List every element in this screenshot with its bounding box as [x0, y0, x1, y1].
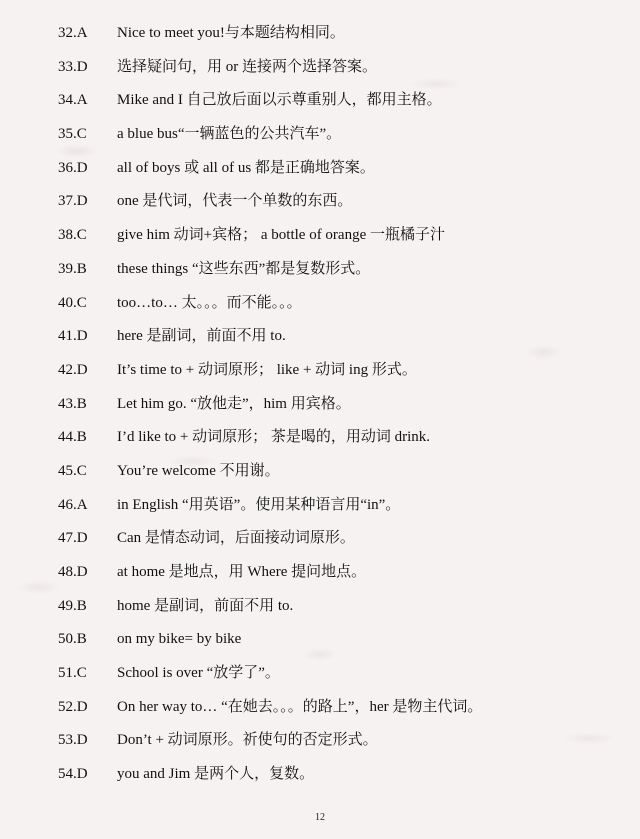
page-number: 12: [315, 812, 325, 823]
answer-number: 34.A: [58, 92, 88, 109]
answer-row: [0, 691, 640, 725]
answer-number: 32.A: [58, 25, 88, 41]
answer-number: 48.D: [58, 564, 88, 580]
answer-row: [0, 354, 640, 388]
answer-number: 44.B: [58, 429, 87, 446]
answer-number: 39.B: [58, 260, 87, 277]
answer-row: [0, 17, 640, 51]
answer-explanation: a blue bus“一辆蓝色的公共汽车”。: [117, 126, 342, 143]
answer-number: 52.D: [58, 698, 88, 715]
answer-row: [0, 724, 640, 758]
answer-explanation: too…to… 太。。。而不能。。。: [117, 294, 302, 311]
answer-explanation: in English “用英语”。使用某种语言用“in”。: [117, 496, 401, 513]
answer-explanation: on my bike= by bike: [117, 631, 242, 648]
answer-explanation: you and Jim 是两个人，复数。: [117, 766, 315, 783]
answer-number: 50.B: [58, 631, 87, 648]
answer-row: [0, 590, 640, 624]
answer-number: 53.D: [58, 732, 88, 749]
answer-row: [0, 623, 640, 657]
answer-explanation: Mike and I 自己放后面以示尊重别人，都用主格。: [117, 92, 442, 109]
answer-explanation: You’re welcome 不用谢。: [117, 462, 280, 479]
answer-number: 33.D: [58, 58, 88, 75]
answer-number: 41.D: [58, 328, 88, 345]
answer-number: 38.C: [58, 227, 87, 244]
answer-row: [0, 522, 640, 556]
answer-row: [0, 118, 640, 152]
answer-row: [0, 657, 640, 691]
answer-explanation: I’d like to + 动词原形； 茶是喝的，用动词 drink.: [117, 429, 431, 446]
answer-row: [0, 320, 640, 354]
answer-row: [0, 219, 640, 253]
answer-explanation: Let him go. “放他走”，him 用宾格。: [117, 395, 351, 412]
answer-row: [0, 489, 640, 523]
answer-number: 37.D: [58, 193, 88, 210]
answer-number: 47.D: [58, 530, 88, 547]
answer-explanation: these things “这些东西”都是复数形式。: [117, 260, 371, 277]
answer-row: [0, 758, 640, 792]
answer-explanation: home 是副词，前面不用 to.: [117, 597, 294, 614]
answer-list: [0, 17, 640, 792]
answer-number: 36.D: [58, 159, 88, 176]
answer-row: [0, 185, 640, 219]
answer-number: 40.C: [58, 294, 87, 311]
answer-row: [0, 287, 640, 321]
answer-number: 54.D: [58, 766, 88, 783]
answer-number: 35.C: [58, 126, 87, 143]
answer-row: [0, 253, 640, 287]
answer-row: [0, 51, 640, 85]
answer-explanation: Can 是情态动词，后面接动词原形。: [117, 530, 355, 547]
answer-explanation: here 是副词，前面不用 to.: [117, 328, 286, 345]
answer-explanation: Don’t + 动词原形。祈使句的否定形式。: [117, 732, 378, 749]
answer-explanation: at home 是地点，用 Where 提问地点。: [117, 564, 367, 580]
answer-row: [0, 84, 640, 118]
answer-number: 49.B: [58, 597, 87, 614]
answer-row: [0, 556, 640, 590]
answer-number: 43.B: [58, 395, 87, 412]
answer-row: [0, 152, 640, 186]
answer-explanation: School is over “放学了”。: [117, 665, 280, 682]
answer-row: [0, 421, 640, 455]
answer-number: 45.C: [58, 462, 87, 479]
answer-explanation: Nice to meet you!与本题结构相同。: [117, 25, 345, 41]
answer-row: [0, 455, 640, 489]
answer-number: 46.A: [58, 496, 88, 513]
answer-explanation: On her way to… “在她去。。。的路上”，her 是物主代词。: [117, 698, 483, 715]
answer-explanation: all of boys 或 all of us 都是正确地答案。: [117, 159, 375, 176]
answer-explanation: 选择疑问句，用 or 连接两个选择答案。: [117, 58, 377, 75]
answer-number: 51.C: [58, 665, 87, 682]
answer-explanation: one 是代词，代表一个单数的东西。: [117, 193, 353, 210]
answer-explanation: It’s time to + 动词原形； like + 动词 ing 形式。: [117, 361, 417, 378]
answer-row: [0, 388, 640, 422]
answer-number: 42.D: [58, 361, 88, 378]
answer-explanation: give him 动词+宾格； a bottle of orange 一瓶橘子汁: [117, 227, 445, 244]
